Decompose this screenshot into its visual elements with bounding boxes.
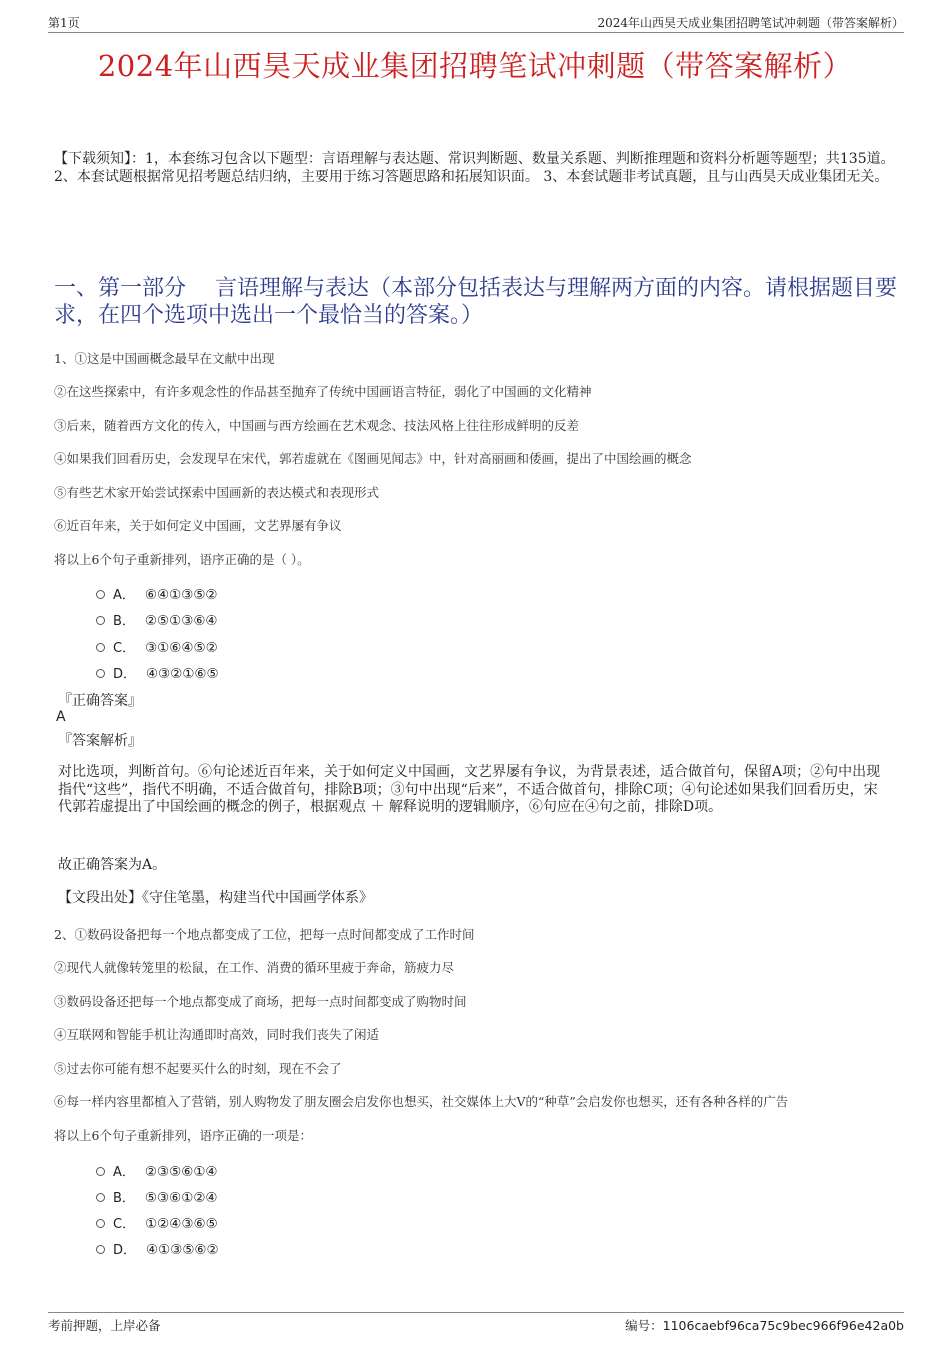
document-title: 2024年山西昊天成业集团招聘笔试冲刺题（带答案解析） bbox=[97, 49, 853, 83]
q2-prompt: 将以上6个句子重新排列，语序正确的一项是： bbox=[54, 1128, 312, 1143]
radio-icon[interactable] bbox=[96, 1219, 105, 1228]
q2-line: ⑥每一样内容里都植入了营销，别人购物发了朋友圈会启发你也想买，社交媒体上大V的“种草”会启发你也想买，还有各种各样的广告 bbox=[54, 1094, 789, 1109]
q2-line: ④互联网和智能手机让沟通即时高效，同时我们丧失了闲适 bbox=[54, 1027, 380, 1042]
q1-option-b[interactable]: B． ②⑤①③⑥④ bbox=[96, 610, 218, 629]
q2-option-d[interactable]: D． ④①③⑤⑥② bbox=[96, 1239, 219, 1258]
footer-slogan: 考前押题，上岸必备 bbox=[48, 1318, 161, 1333]
q2-option-c[interactable]: C． ①②④③⑥⑤ bbox=[96, 1213, 218, 1232]
q2-line: ②现代人就像转笼里的松鼠，在工作、消费的循环里疲于奔命，筋疲力尽 bbox=[54, 960, 455, 975]
radio-icon[interactable] bbox=[96, 616, 105, 625]
q1-line: ④如果我们回看历史，会发现早在宋代，郭若虚就在《图画见闻志》中，针对高丽画和倭画，提出了中国绘画的概念 bbox=[54, 451, 692, 466]
page-number: 第1页 bbox=[48, 16, 80, 30]
radio-icon[interactable] bbox=[96, 669, 105, 678]
section-heading: 一、第一部分 言语理解与表达（本部分包括表达与理解两方面的内容。请根据题目要求，在四个选项中选出一个最恰当的答案。） bbox=[54, 276, 897, 328]
q1-option-a[interactable]: A． ⑥④①③⑤② bbox=[96, 584, 218, 603]
q1-line: ②在这些探索中，有许多观念性的作品甚至抛弃了传统中国画语言特征，弱化了中国画的文化精神 bbox=[54, 384, 592, 399]
q2-option-a[interactable]: A． ②③⑤⑥①④ bbox=[96, 1161, 218, 1180]
radio-icon[interactable] bbox=[96, 1245, 105, 1254]
answer-analysis: 对比选项，判断首句。⑥句论述近百年来，关于如何定义中国画，文艺界屡有争议，为背景表述，适合做首句，保留A项；②句中出现指代“这些”，指代不明确，不适合做首句，排除B项；③句中出现“后来”，不适合做首句，排除C项；④句论述如果我们回看历史，宋代郭若虚提出了中国绘画的概念的例子，根据观点 ＋ 解释说明的逻辑顺序，⑥句应在④句之前，排除D项。 bbox=[58, 764, 881, 815]
footer-code bbox=[625, 1316, 904, 1334]
header-doc-title: 2024年山西昊天成业集团招聘笔试冲刺题（带答案解析） bbox=[597, 16, 904, 30]
answer-label: 『正确答案』 bbox=[58, 693, 142, 709]
radio-icon[interactable] bbox=[96, 1167, 105, 1176]
q2-line: ⑤过去你可能有想不起要买什么的时刻，现在不会了 bbox=[54, 1061, 342, 1076]
passage-source: 【文段出处】《守住笔墨，构建当代中国画学体系》 bbox=[58, 890, 373, 906]
q2-line: ③数码设备还把每一个地点都变成了商场，把每一点时间都变成了购物时间 bbox=[54, 994, 467, 1009]
page-footer bbox=[48, 1312, 904, 1335]
q2-line: 2、①数码设备把每一个地点都变成了工位，把每一点时间都变成了工作时间 bbox=[54, 927, 475, 942]
radio-icon[interactable] bbox=[96, 590, 105, 599]
radio-icon[interactable] bbox=[96, 1193, 105, 1202]
q1-line: ⑤有些艺术家开始尝试探索中国画新的表达模式和表现形式 bbox=[54, 485, 380, 500]
q1-prompt: 将以上6个句子重新排列，语序正确的是（ ）。 bbox=[54, 552, 310, 567]
footer-code-label: 编号： bbox=[625, 1318, 663, 1333]
radio-icon[interactable] bbox=[96, 643, 105, 652]
page-header bbox=[48, 10, 904, 33]
footer-code-value: 1106caebf96ca75c9bec966f96e42a0b bbox=[662, 1318, 904, 1333]
q1-option-d[interactable]: D． ④③②①⑥⑤ bbox=[96, 663, 219, 682]
download-notice: 【下载须知】：1，本套练习包含以下题型：言语理解与表达题、常识判断题、数量关系题、判断推理题和资料分析题等题型；共135道。 2、本套试题根据常见招考题总结归纳，主要用于练习答题思路和拓展知识面。 3、本套试题非考试真题，且与山西昊天成业集团无关。 bbox=[54, 151, 895, 185]
answer-value: A bbox=[56, 709, 66, 725]
q1-line: ③后来，随着西方文化的传入，中国画与西方绘画在艺术观念、技法风格上往往形成鲜明的反差 bbox=[54, 418, 580, 433]
q1-line: 1、①这是中国画概念最早在文献中出现 bbox=[54, 351, 275, 366]
q1-line: ⑥近百年来，关于如何定义中国画，文艺界屡有争议 bbox=[54, 518, 342, 533]
q1-option-c[interactable]: C． ③①⑥④⑤② bbox=[96, 637, 218, 656]
answer-conclusion: 故正确答案为A。 bbox=[58, 857, 167, 873]
analysis-label: 『答案解析』 bbox=[58, 733, 142, 749]
q2-option-b[interactable]: B． ⑤③⑥①②④ bbox=[96, 1187, 218, 1206]
